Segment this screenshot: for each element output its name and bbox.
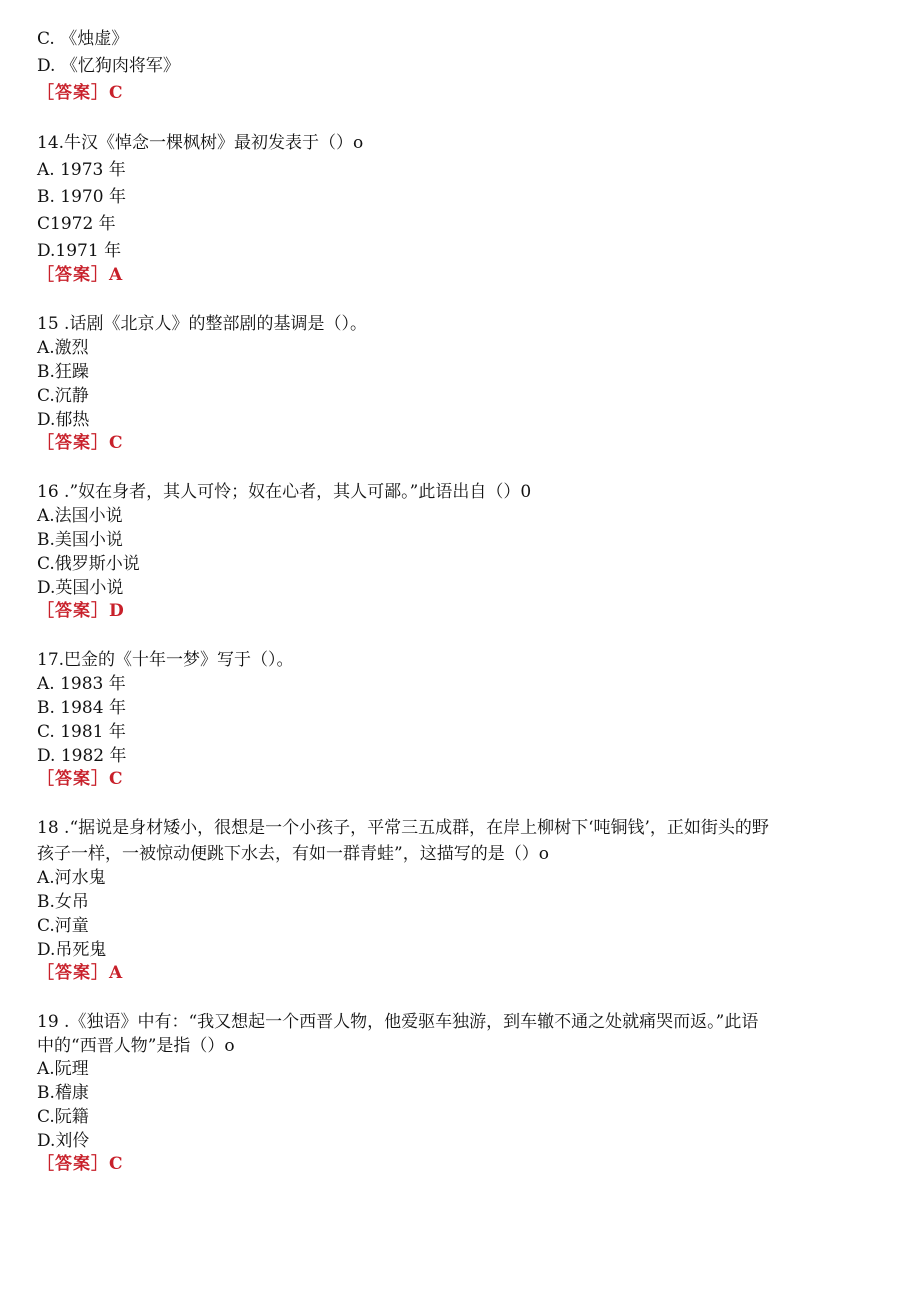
q19-option-a: A.阮理 bbox=[37, 1059, 89, 1079]
q15-option-c: C.沉静 bbox=[37, 386, 89, 406]
q16-option-d: D.英国小说 bbox=[37, 578, 124, 598]
q19-option-c: C.阮籍 bbox=[37, 1107, 89, 1127]
q16-question: 16 .”奴在身者，其人可怜；奴在心者，其人可鄙。”此语出自（）0 bbox=[37, 482, 532, 502]
q17-question: 17.巴金的《十年一梦》写于（）。 bbox=[37, 650, 294, 670]
q16-option-a: A.法国小说 bbox=[37, 506, 123, 526]
q15-option-a: A.激烈 bbox=[37, 338, 89, 358]
q19-option-d: D.刘伶 bbox=[37, 1131, 90, 1151]
q19-answer: ［答案］C bbox=[37, 1154, 124, 1174]
q15-answer: ［答案］C bbox=[37, 433, 124, 453]
q14-question: 14.牛汉《悼念一棵枫树》最初发表于（）o bbox=[37, 133, 364, 153]
q19-question-line1: 19 .《独语》中有：“我又想起一个西晋人物，他爱驱车独游，到车辙不通之处就痛哭而返。”此语 bbox=[37, 1012, 759, 1032]
q19-question-line2: 中的“西晋人物”是指（）o bbox=[37, 1036, 235, 1056]
q14-option-d: D.1971 年 bbox=[37, 241, 122, 261]
q17-option-d: D. 1982 年 bbox=[37, 746, 127, 766]
q19-option-b: B.稽康 bbox=[37, 1083, 89, 1103]
q18-question-line2: 孩子一样，一被惊动便跳下水去，有如一群青蛙”，这描写的是（）o bbox=[37, 844, 549, 864]
q14-option-c: C1972 年 bbox=[37, 214, 116, 234]
q14-answer: ［答案］A bbox=[37, 265, 124, 285]
q17-option-c: C. 1981 年 bbox=[37, 722, 126, 742]
q18-option-d: D.吊死鬼 bbox=[37, 940, 107, 960]
q14-option-b: B. 1970 年 bbox=[37, 187, 126, 207]
q17-option-b: B. 1984 年 bbox=[37, 698, 126, 718]
q15-question: 15 .话剧《北京人》的整部剧的基调是（）。 bbox=[37, 314, 367, 334]
q18-option-a: A.河水鬼 bbox=[37, 868, 106, 888]
q17-answer: ［答案］C bbox=[37, 769, 124, 789]
q18-option-c: C.河童 bbox=[37, 916, 89, 936]
q13-option-c: C. 《烛虚》 bbox=[37, 29, 129, 49]
q16-answer: ［答案］D bbox=[37, 601, 125, 621]
q15-option-d: D.郁热 bbox=[37, 410, 90, 430]
q18-answer: ［答案］A bbox=[37, 963, 124, 983]
q13-answer: ［答案］C bbox=[37, 83, 124, 103]
q17-option-a: A. 1983 年 bbox=[37, 674, 126, 694]
q16-option-c: C.俄罗斯小说 bbox=[37, 554, 140, 574]
q16-option-b: B.美国小说 bbox=[37, 530, 123, 550]
q15-option-b: B.狂躁 bbox=[37, 362, 89, 382]
q14-option-a: A. 1973 年 bbox=[37, 160, 126, 180]
q13-option-d: D. 《忆狗肉将军》 bbox=[37, 56, 180, 76]
q18-option-b: B.女吊 bbox=[37, 892, 89, 912]
q18-question-line1: 18 .“据说是身材矮小，很想是一个小孩子，平常三五成群，在岸上柳树下‘吨铜钱’，正如街头的野 bbox=[37, 818, 769, 838]
